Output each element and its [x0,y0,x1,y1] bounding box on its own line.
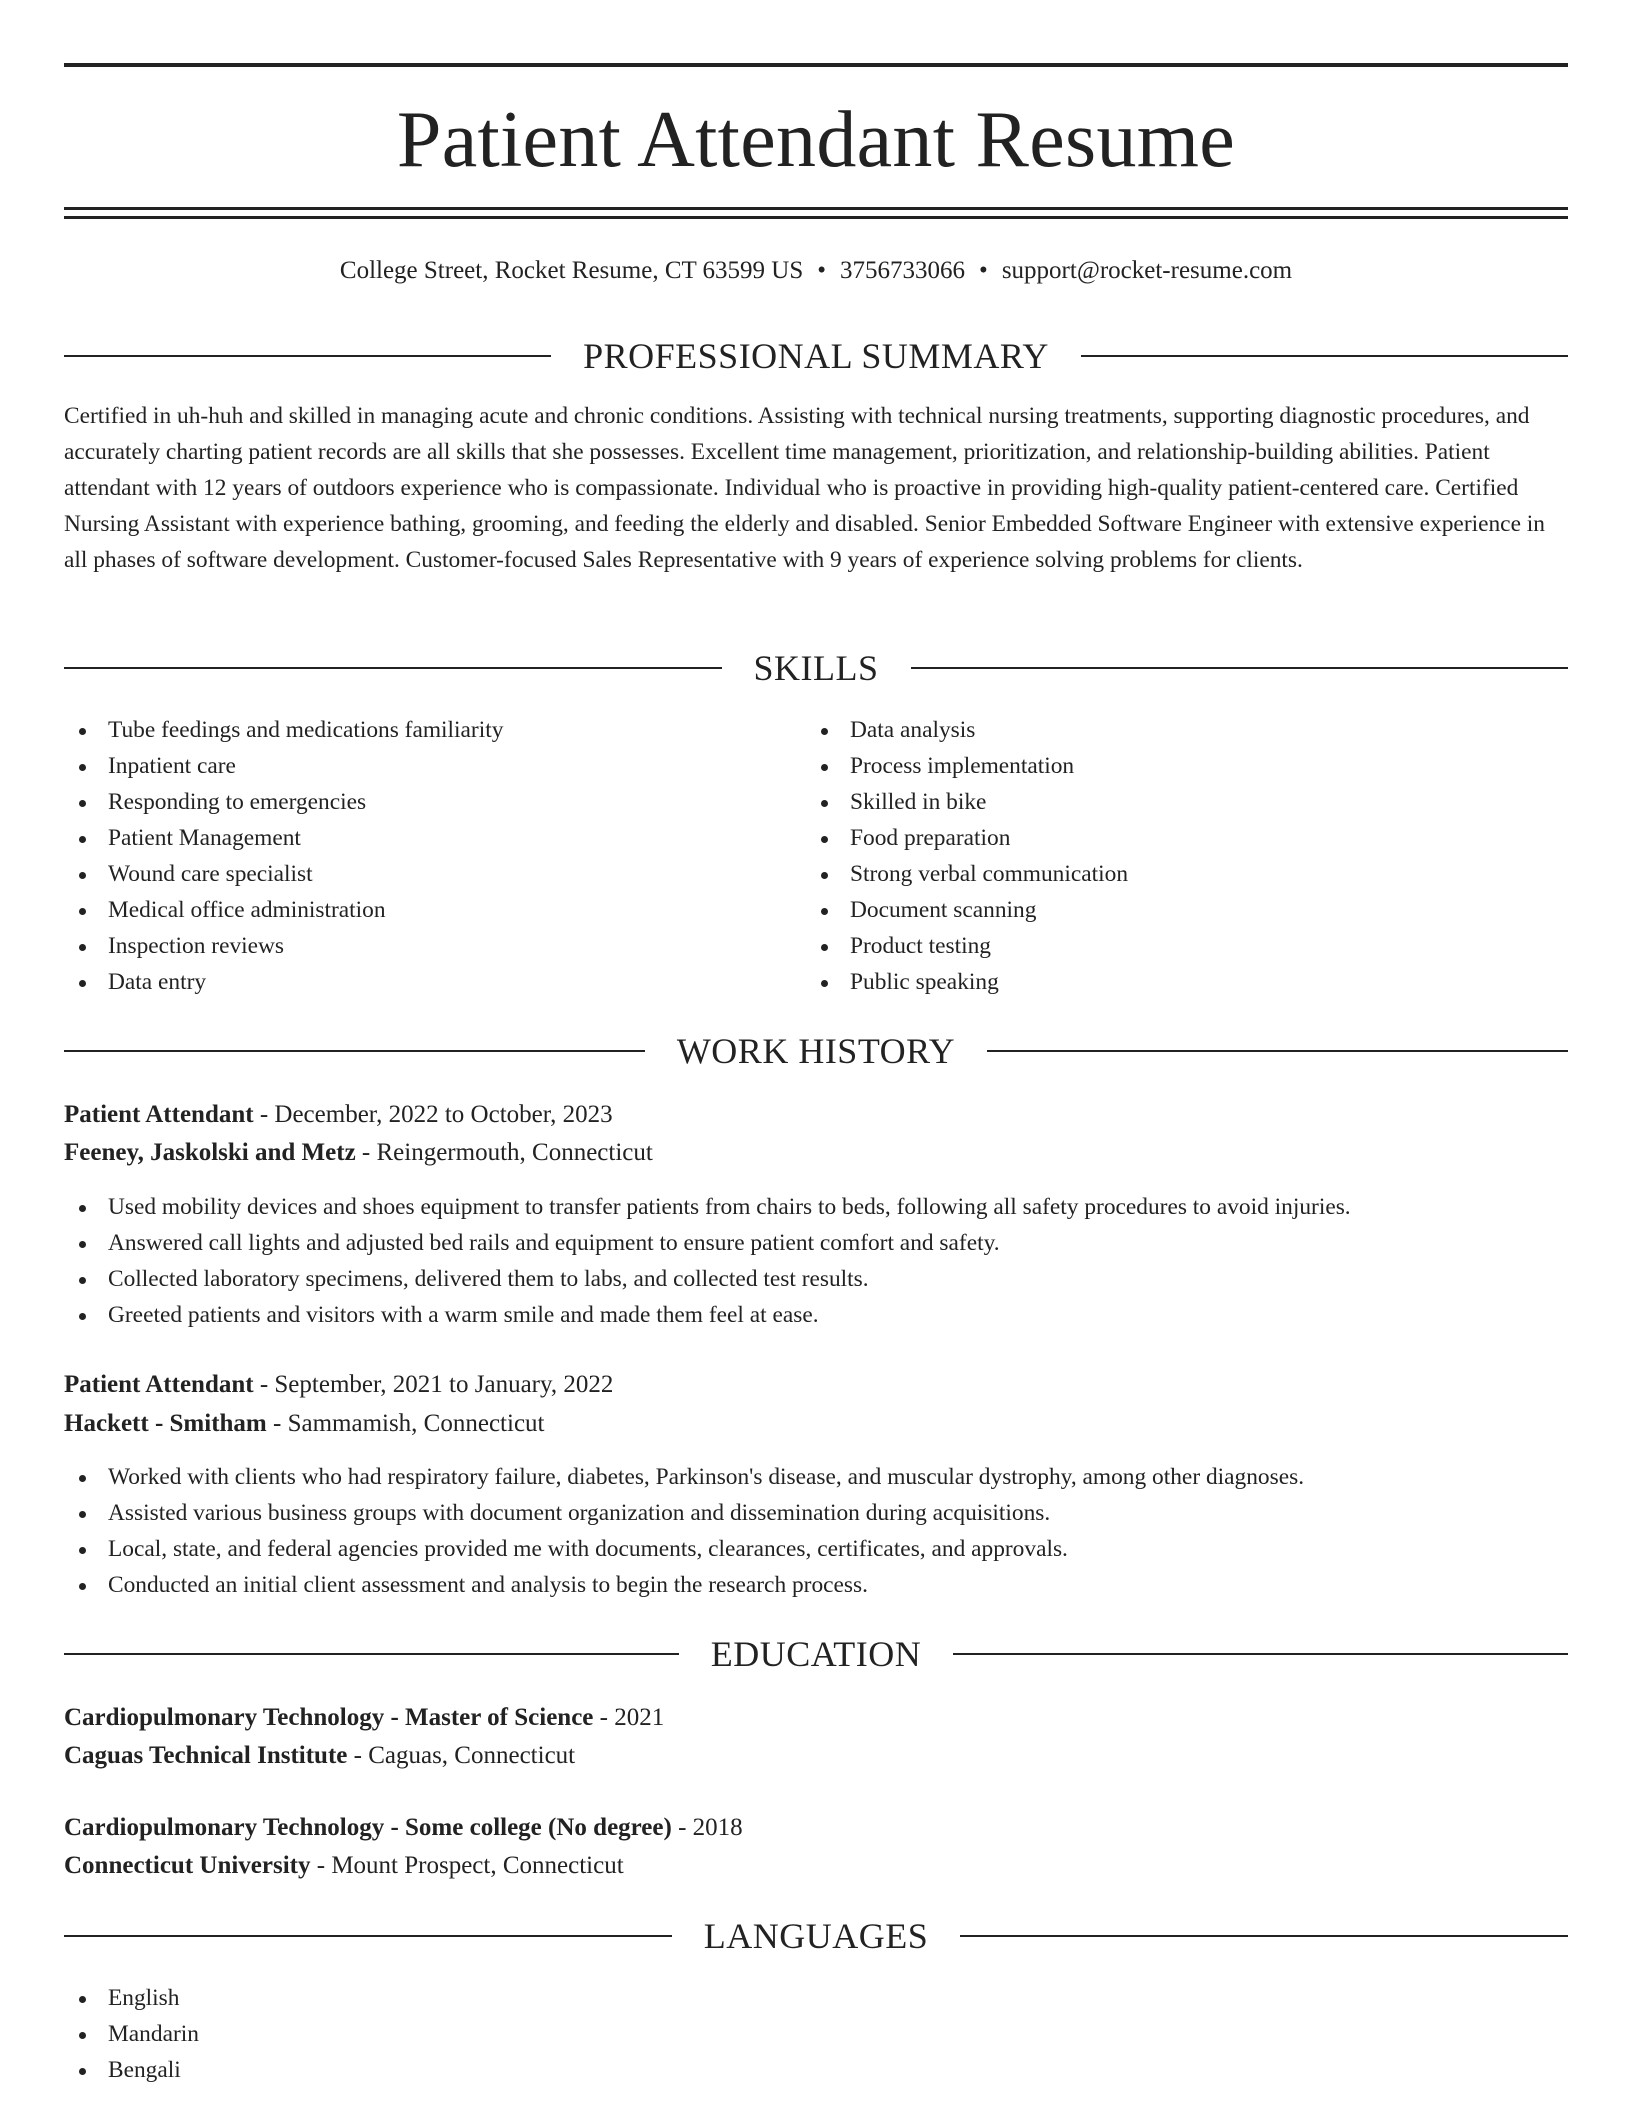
title-rule-upper [64,207,1568,210]
job-location: - Reingermouth, Connecticut [355,1139,653,1166]
job-bullet: Greeted patients and visitors with a warm smile and made them feel at ease. [64,1297,1568,1333]
edu-location: - Caguas, Connecticut [347,1742,576,1769]
section-header-summary [64,334,1568,378]
section-rule [64,1653,679,1655]
edu-degree: Cardiopulmonary Technology - Master of Science [64,1704,594,1731]
skill-item: Data entry [64,964,804,1000]
edu-year: - 2018 [671,1814,743,1841]
skill-item: Skilled in bike [806,784,1566,820]
language-item: English [64,1980,1568,2016]
job-bullets [64,1189,1568,1333]
job-company: Hackett - Smitham [64,1410,267,1437]
contact-separator: • [979,257,988,284]
edu-degree-line [64,1699,1568,1737]
job-bullet: Local, state, and federal agencies provided me with documents, clearances, certificates, and approvals. [64,1531,1568,1567]
job-bullet: Answered call lights and adjusted bed rails and equipment to ensure patient comfort and safety. [64,1225,1568,1261]
skill-item: Document scanning [806,892,1566,928]
section-rule [1081,355,1568,357]
section-rule [911,667,1569,669]
section-title: WORK HISTORY [676,1031,956,1071]
top-rule [64,63,1568,67]
section-rule [987,1050,1568,1052]
skill-item: Product testing [806,928,1566,964]
section-header-work [64,1029,1568,1073]
job-bullet: Worked with clients who had respiratory failure, diabetes, Parkinson's disease, and muscular dystrophy, among other diagnoses. [64,1459,1568,1495]
job-dates: - September, 2021 to January, 2022 [253,1371,614,1398]
job-dates: - December, 2022 to October, 2023 [253,1101,613,1128]
section-rule [64,1935,672,1937]
contact-address: College Street, Rocket Resume, CT 63599 US [339,257,804,284]
edu-degree-line [64,1809,1568,1847]
job-title: Patient Attendant [64,1101,254,1128]
title-rule-lower [64,216,1568,219]
job-bullet: Assisted various business groups with document organization and dissemination during acquisitions. [64,1495,1568,1531]
skill-item: Patient Management [64,820,804,856]
job-bullet: Conducted an initial client assessment and analysis to begin the research process. [64,1567,1568,1603]
edu-school: Connecticut University [64,1852,311,1879]
skill-item: Public speaking [806,964,1566,1000]
job-location: - Sammamish, Connecticut [266,1410,545,1437]
skill-item: Process implementation [806,748,1566,784]
edu-school-line [64,1847,1568,1885]
edu-year: - 2021 [593,1704,665,1731]
edu-degree: Cardiopulmonary Technology - Some college (No degree) [64,1814,672,1841]
summary-text: Certified in uh-huh and skilled in managing acute and chronic conditions. Assisting with technical nursing treatments, supporting diagnostic procedures, and accurately charting patient records are all skills that she possesses. Excellent time management, prioritization, and relationship-building abilities. Patient attendant with 12 years of outdoors experience who is compassionate. Individual who is proactive in providing high-quality patient-centered care. Certified Nursing Assistant with experience bathing, grooming, and feeding the elderly and disabled. Senior Embedded Software Engineer with extensive experience in all phases of software development. Customer-focused Sales Representative with 9 years of experience solving problems for clients. [64,403,1545,573]
section-title: SKILLS [753,648,879,688]
edu-location: - Mount Prospect, Connecticut [310,1852,624,1879]
job-bullets [64,1459,1568,1603]
skill-item: Wound care specialist [64,856,804,892]
section-title: LANGUAGES [703,1916,929,1956]
resume-title: Patient Attendant Resume [396,96,1236,184]
section-rule [64,355,551,357]
job-title-line [64,1096,1568,1134]
job-title-line [64,1366,1568,1404]
skill-item: Medical office administration [64,892,804,928]
skill-item: Inspection reviews [64,928,804,964]
section-rule [960,1935,1568,1937]
job-bullet: Used mobility devices and shoes equipment to transfer patients from chairs to beds, following all safety procedures to avoid injuries. [64,1189,1568,1225]
skills-list-left [64,712,804,1000]
job-employer-line [64,1405,1568,1443]
skill-item: Food preparation [806,820,1566,856]
section-title: EDUCATION [710,1634,922,1674]
contact-phone: 3756733066 [840,257,966,284]
edu-school-line [64,1737,1568,1775]
contact-line [64,254,1568,288]
section-rule [953,1653,1568,1655]
skill-item: Inpatient care [64,748,804,784]
language-item: Bengali [64,2052,1568,2088]
contact-separator: • [817,257,827,284]
section-header-education [64,1632,1568,1676]
language-item: Mandarin [64,2016,1568,2052]
section-header-languages [64,1914,1568,1958]
section-rule [64,1050,645,1052]
section-rule [64,667,722,669]
job-title: Patient Attendant [64,1371,254,1398]
job-bullet: Collected laboratory specimens, delivered them to labs, and collected test results. [64,1261,1568,1297]
section-header-skills [64,646,1568,690]
skill-item: Data analysis [806,712,1566,748]
edu-school: Caguas Technical Institute [64,1742,348,1769]
contact-email: support@rocket-resume.com [1001,257,1293,284]
skill-item: Tube feedings and medications familiarity [64,712,804,748]
job-employer-line [64,1134,1568,1172]
languages-list [64,1980,1568,2088]
skills-list-right [806,712,1566,1000]
job-company: Feeney, Jaskolski and Metz [64,1139,356,1166]
section-title: PROFESSIONAL SUMMARY [583,336,1049,376]
skill-item: Strong verbal communication [806,856,1566,892]
skill-item: Responding to emergencies [64,784,804,820]
